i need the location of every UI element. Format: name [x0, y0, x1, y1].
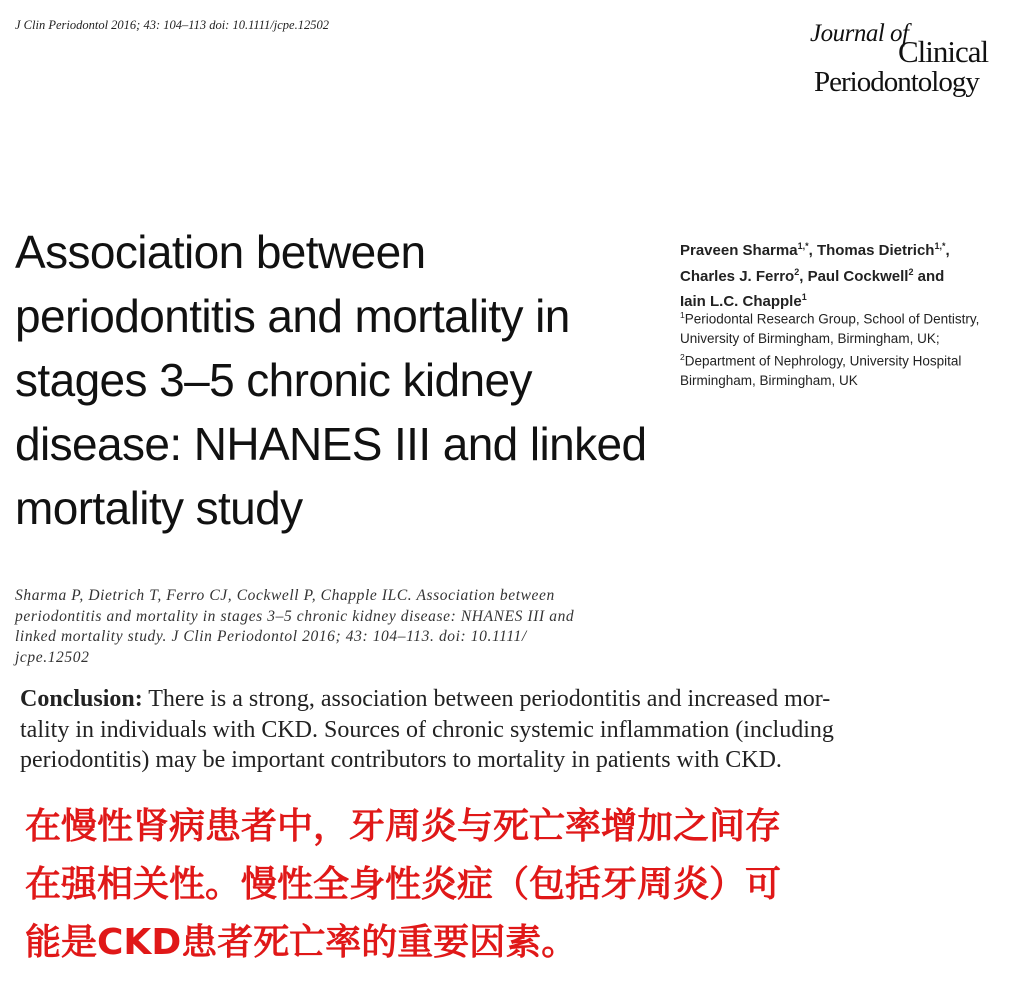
conclusion-label: Conclusion:: [20, 686, 143, 712]
author-affiliation-mark: 1,*: [934, 241, 946, 251]
author-separator: ,: [945, 242, 950, 259]
paper-title: [15, 220, 655, 540]
chinese-line: 能是CKD患者死亡率的重要因素。: [25, 922, 578, 963]
article-reference: [15, 586, 665, 668]
journal-citation-header: J Clin Periodontol 2016; 43: 104–113 doi: 10.1111/jcpe.12502: [15, 18, 329, 32]
chinese-translation: [25, 798, 1005, 972]
author-separator: ,: [808, 242, 817, 259]
author-name: Thomas Dietrich: [816, 242, 935, 259]
conclusion-paragraph: [20, 684, 995, 776]
author-separator: ,: [799, 267, 808, 285]
chinese-line: 在强相关性。慢性全身性炎症（包括牙周炎）可: [25, 864, 782, 905]
conclusion-text-line: tality in individuals with CKD. Sources of chronic systemic inflammation (including: [20, 716, 834, 743]
title-line: periodontitis and mortality in: [15, 290, 570, 342]
author-conjunction: and: [913, 267, 945, 285]
conclusion-text-line: There is a strong, association between periodontitis and increased mor-: [142, 686, 831, 712]
author-name: Praveen Sharma: [680, 242, 798, 259]
author-name: Iain L.C. Chapple: [680, 293, 802, 310]
affiliation-text: Department of Nephrology, University Hospital Birmingham, Birmingham, UK: [680, 353, 962, 388]
author-name: Paul Cockwell: [807, 267, 909, 285]
reference-line: linked mortality study. J Clin Periodontol 2016; 43: 104–113. doi: 10.1111/: [15, 628, 527, 645]
title-line: disease: NHANES III and linked: [15, 418, 647, 470]
author-affiliation-mark: 1: [801, 292, 807, 302]
reference-line: Sharma P, Dietrich T, Ferro CJ, Cockwell P, Chapple ILC. Association between: [15, 587, 555, 604]
title-line: mortality study: [15, 482, 303, 534]
affiliation-mark: 1: [680, 310, 685, 320]
chinese-line: 在慢性肾病患者中，牙周炎与死亡率增加之间存: [25, 806, 782, 847]
author-affiliation-mark: 2: [908, 266, 914, 277]
reference-line: periodontitis and mortality in stages 3–5 chronic kidney disease: NHANES III and: [15, 607, 575, 625]
affiliations: [680, 306, 1000, 390]
affiliation-text: Periodontal Research Group, School of Dentistry, University of Birmingham, Birmingham, UK;: [680, 311, 980, 346]
author-affiliation-mark: 1,*: [797, 241, 809, 251]
author-affiliation-mark: 2: [794, 266, 800, 277]
title-line: stages 3–5 chronic kidney: [15, 354, 532, 406]
reference-line: jcpe.12502: [15, 648, 90, 666]
journal-logo: [808, 18, 993, 98]
logo-line-journal-of: Journal of: [810, 20, 909, 47]
title-line: Association between: [15, 226, 426, 278]
conclusion-text-line: periodontitis) may be important contributors to mortality in patients with CKD.: [20, 747, 782, 773]
logo-line-clinical: Clinical: [898, 34, 989, 69]
affiliation-mark: 2: [680, 351, 685, 362]
logo-line-periodontology: Periodontology: [814, 66, 979, 98]
author-list: [680, 236, 1000, 313]
author-name: Charles J. Ferro: [680, 267, 795, 285]
